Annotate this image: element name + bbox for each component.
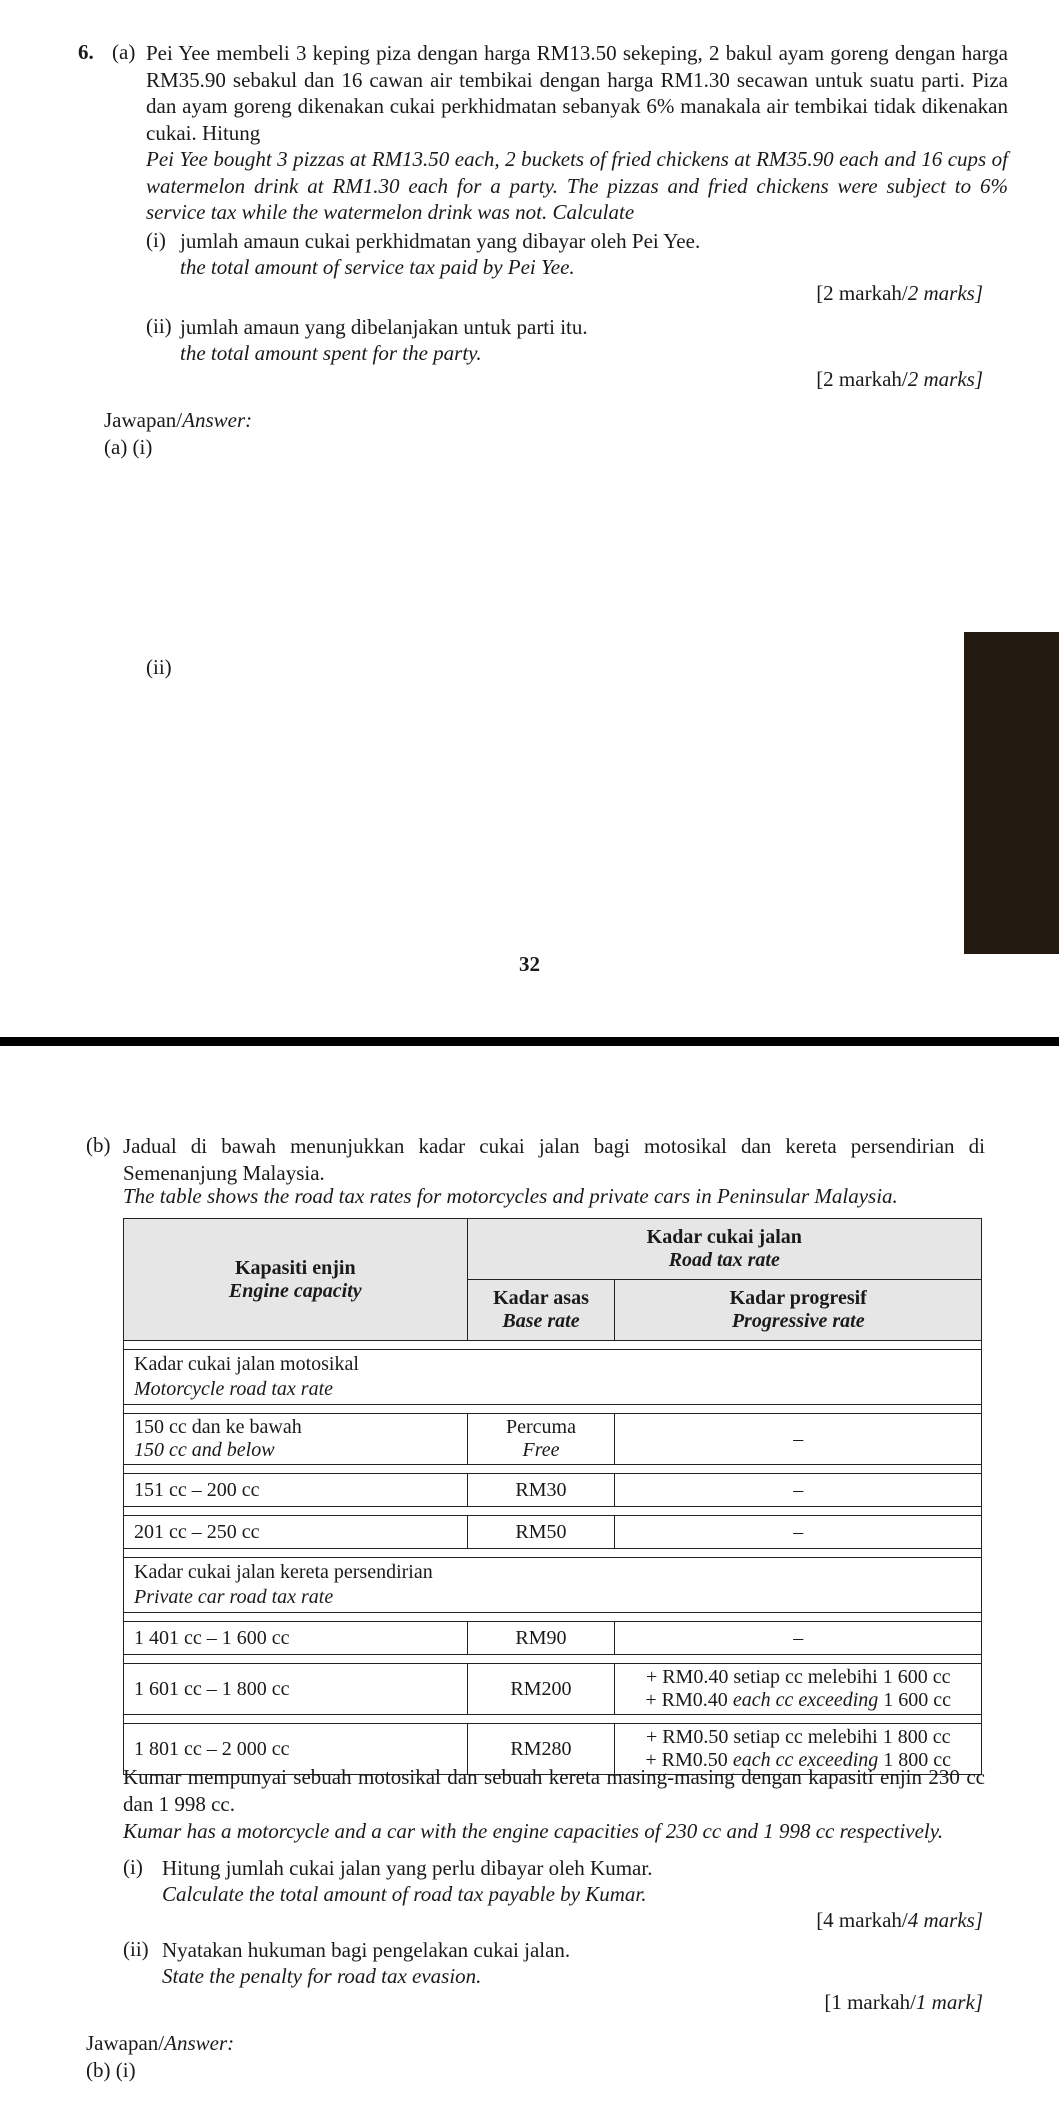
answer-english: Answer: — [164, 2031, 235, 2055]
section-english: Private car road tax rate — [134, 1586, 334, 1608]
progressive-malay: + RM0.40 setiap cc melebihi 1 600 cc — [645, 1666, 951, 1688]
q6a-i-label: (i) — [146, 228, 166, 252]
base-rate-cell: RM50 — [467, 1516, 615, 1549]
header-capacity-malay: Kapasiti enjin — [234, 1256, 356, 1279]
table-header-row — [124, 1219, 982, 1280]
answer-heading-a — [104, 408, 252, 433]
section-malay: Kadar cukai jalan motosikal — [134, 1353, 359, 1375]
base-rate-cell — [467, 1414, 615, 1465]
header-capacity-english: Engine capacity — [228, 1279, 362, 1302]
q6a-text-english: Pei Yee bought 3 pizzas at RM13.50 each, 2 buckets of fried chickens at RM35.90 each and 16 cups of watermelon drink at RM1.30 each for a party. The pizzas and fried chickens were subject to 6% service tax while the watermelon drink was not. Calculate — [146, 147, 1008, 224]
part-b-label: (b) — [86, 1133, 111, 1157]
progressive-rate-cell — [615, 1664, 982, 1715]
motorcycle-section-row — [124, 1350, 982, 1405]
prog-phrase: each cc exceeding — [732, 1749, 879, 1771]
motorcycle-section-label — [124, 1350, 982, 1405]
progressive-rate-cell: – — [615, 1516, 982, 1549]
question-number: 6. — [78, 40, 94, 64]
table-row — [124, 1516, 982, 1549]
prog-amount: + RM0.40 — [645, 1689, 733, 1711]
q6a-ii-marks — [816, 367, 983, 392]
prog-threshold: 1 800 cc — [878, 1749, 952, 1771]
q6a-ii-malay: jumlah amaun yang dibelanjakan untuk parti itu. — [180, 315, 588, 339]
base-rate-cell: RM200 — [467, 1664, 615, 1715]
part-a-label: (a) — [112, 40, 136, 64]
header-prog-english: Progressive rate — [731, 1310, 865, 1332]
marks-english: 2 marks] — [907, 367, 983, 391]
capacity-malay: 150 cc dan ke bawah — [134, 1416, 302, 1438]
header-road-tax-rate — [467, 1219, 981, 1280]
page-divider — [0, 1037, 1059, 1046]
capacity-cell: 151 cc – 200 cc — [124, 1474, 468, 1507]
q6b-text-english: The table shows the road tax rates for motorcycles and private cars in Peninsular Malaysia. — [123, 1184, 898, 1208]
marks-malay: [1 markah/ — [824, 1990, 916, 2014]
capacity-cell: 1 601 cc – 1 800 cc — [124, 1664, 468, 1715]
q6a-text-malay: Pei Yee membeli 3 keping piza dengan harga RM13.50 sekeping, 2 bakul ayam goreng dengan harga RM35.90 sebakul dan 16 cawan air tembikai dengan harga RM1.30 secawan untuk suatu parti. Piza dan ayam goreng dikenakan cukai perkhidmatan sebanyak 6% manakala air tembikai tidak dikenakan cukai. Hitung — [146, 41, 1008, 145]
table-row — [124, 1622, 982, 1655]
progressive-malay: + RM0.50 setiap cc melebihi 1 800 cc — [645, 1726, 951, 1748]
section-malay: Kadar cukai jalan kereta persendirian — [134, 1561, 433, 1583]
car-section-row — [124, 1558, 982, 1613]
marks-malay: [4 markah/ — [816, 1908, 908, 1932]
answer-heading-b — [86, 2031, 234, 2056]
q6b-i-english: Calculate the total amount of road tax payable by Kumar. — [162, 1882, 647, 1906]
q6b-i-marks — [816, 1908, 983, 1933]
page-edge-tab — [964, 632, 1059, 954]
capacity-cell: 1 401 cc – 1 600 cc — [124, 1622, 468, 1655]
capacity-english: 150 cc and below — [134, 1439, 275, 1461]
answer-malay: Jawapan/ — [86, 2031, 165, 2055]
base-malay: Percuma — [506, 1416, 576, 1438]
q6a-i-malay: jumlah amaun cukai perkhidmatan yang dibayar oleh Pei Yee. — [180, 229, 701, 253]
progressive-english — [625, 1689, 971, 1712]
answer-space-b-i: (b) (i) — [86, 2058, 136, 2082]
road-tax-table — [123, 1218, 982, 1775]
base-rate-cell: RM90 — [467, 1622, 615, 1655]
answer-space-a-i: (a) (i) — [104, 435, 153, 459]
progressive-rate-cell: – — [615, 1622, 982, 1655]
table-row — [124, 1414, 982, 1465]
marks-malay: [2 markah/ — [816, 281, 908, 305]
q6a-ii-english: the total amount spent for the party. — [180, 341, 482, 365]
q6a-i-marks — [816, 281, 983, 306]
answer-malay: Jawapan/ — [104, 408, 183, 432]
prog-threshold: 1 600 cc — [878, 1689, 952, 1711]
kumar-text-malay: Kumar mempunyai sebuah motosikal dan sebuah kereta masing-masing dengan kapasiti enjin 230 cc dan 1 998 cc. — [123, 1765, 985, 1816]
q6b-ii-marks — [824, 1990, 983, 2015]
answer-english: Answer: — [182, 408, 253, 432]
q6b-i-malay: Hitung jumlah cukai jalan yang perlu dibayar oleh Kumar. — [162, 1856, 653, 1880]
base-rate-cell: RM30 — [467, 1474, 615, 1507]
progressive-rate-cell: – — [615, 1474, 982, 1507]
header-rate-malay: Kadar cukai jalan — [646, 1226, 802, 1248]
q6b-text-malay: Jadual di bawah menunjukkan kadar cukai jalan bagi motosikal dan kereta persendirian di Semenanjung Malaysia. — [123, 1134, 985, 1185]
car-section-label — [124, 1558, 982, 1613]
answer-space-a-ii: (ii) — [146, 655, 172, 679]
base-rate-cell: RM280 — [467, 1724, 615, 1775]
marks-english: 1 mark] — [915, 1990, 983, 2014]
prog-amount: + RM0.50 — [645, 1749, 733, 1771]
header-base-malay: Kadar asas — [493, 1287, 589, 1309]
header-rate-english: Road tax rate — [668, 1249, 780, 1271]
table-row — [124, 1474, 982, 1507]
q6b-i-label: (i) — [123, 1855, 143, 1879]
header-prog-malay: Kadar progresif — [729, 1287, 867, 1309]
kumar-text-english: Kumar has a motorcycle and a car with the engine capacities of 230 cc and 1 998 cc respectively. — [123, 1819, 944, 1843]
q6b-ii-english: State the penalty for road tax evasion. — [162, 1964, 482, 1988]
q6a-i-english: the total amount of service tax paid by Pei Yee. — [180, 255, 575, 279]
header-progressive-rate — [615, 1280, 982, 1341]
section-english: Motorcycle road tax rate — [134, 1378, 334, 1400]
capacity-cell — [124, 1414, 468, 1465]
capacity-cell: 201 cc – 250 cc — [124, 1516, 468, 1549]
prog-phrase: each cc exceeding — [732, 1689, 879, 1711]
q6a-ii-label: (ii) — [146, 314, 172, 338]
marks-malay: [2 markah/ — [816, 367, 908, 391]
page-number: 32 — [519, 952, 540, 976]
base-english: Free — [522, 1439, 560, 1461]
header-base-english: Base rate — [502, 1310, 580, 1332]
marks-english: 2 marks] — [907, 281, 983, 305]
header-base-rate — [467, 1280, 615, 1341]
table-row — [124, 1664, 982, 1715]
header-engine-capacity — [124, 1219, 468, 1341]
progressive-rate-cell: – — [615, 1414, 982, 1465]
q6b-ii-malay: Nyatakan hukuman bagi pengelakan cukai jalan. — [162, 1938, 571, 1962]
capacity-cell: 1 801 cc – 2 000 cc — [124, 1724, 468, 1775]
marks-english: 4 marks] — [907, 1908, 983, 1932]
q6b-ii-label: (ii) — [123, 1937, 149, 1961]
